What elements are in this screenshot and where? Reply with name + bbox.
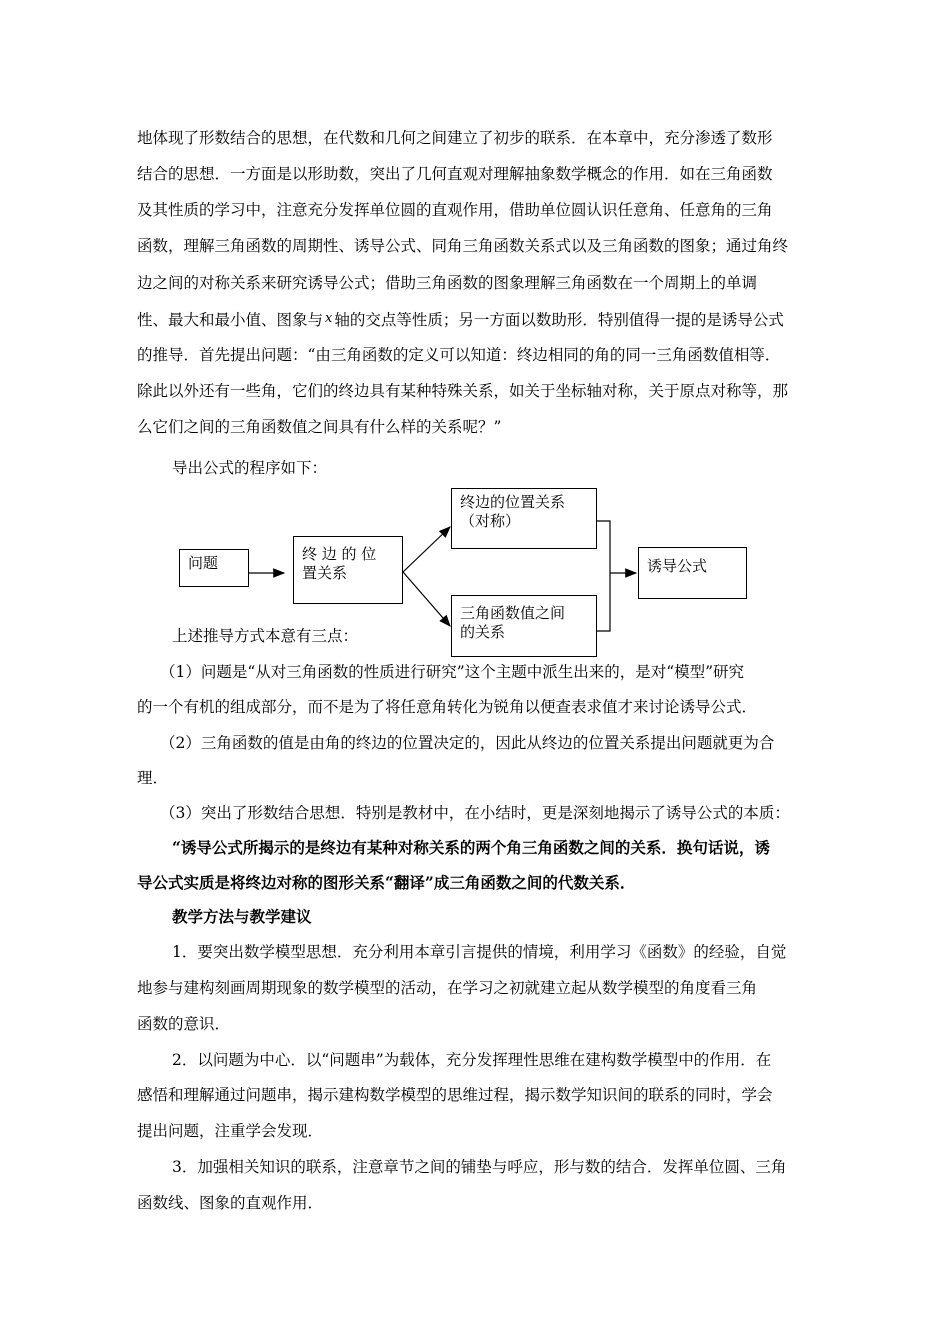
arrow-up <box>403 527 450 572</box>
box-position-relation-l2: 置关系 <box>302 564 348 582</box>
point2-line-2: 理． <box>137 769 169 787</box>
s2-line-2: 感悟和理解通过问题串，揭示建构数学模型的思维过程，揭示数学知识间的联系的同时，学会 <box>137 1086 773 1104</box>
x-symbol: x <box>325 311 333 326</box>
quote-line-1: “诱导公式所揭示的是终边有某种对称关系的两个角三角函数之间的关系．换句话说，诱 <box>172 838 770 857</box>
s3-line-1: 3．加强相关知识的联系，注意章节之间的铺垫与呼应，形与数的结合．发挥单位圆、三角 <box>172 1158 787 1176</box>
box-position-relation <box>293 536 403 604</box>
box-terminal-relation <box>451 488 597 549</box>
s1-line-3: 函数的意识． <box>137 1015 231 1033</box>
point3-line: （3）突出了形数结合思想．特别是教材中，在小结时，更是深刻地揭示了诱导公式的本质： <box>160 804 790 822</box>
s1-line-2: 地参与建构刻画周期现象的数学模型的活动，在学习之初就建立起从数学模型的角度看三角 <box>137 979 758 997</box>
box-terminal-relation-l2: （对称） <box>460 512 521 530</box>
para1-line-8: 除此以外还有一些角，它们的终边具有某种特殊关系，如关于坐标轴对称，关于原点对称等，那 <box>137 382 789 400</box>
s1-line-1: 1．要突出数学模型思想．充分利用本章引言提供的情境，利用学习《函数》的经验，自觉 <box>172 943 787 961</box>
box-induced-formula <box>638 547 747 599</box>
s2-line-1: 2．以问题为中心．以“问题串”为载体，充分发挥理性思维在建构数学模型中的作用．在 <box>172 1051 772 1069</box>
box-problem <box>179 549 249 587</box>
section-heading: 教学方法与教学建议 <box>172 907 312 926</box>
para1-line-2: 结合的思想．一方面是以形助数，突出了几何直观对理解抽象数学概念的作用．如在三角函数 <box>137 165 773 183</box>
box-function-relation-l1: 三角函数值之间 <box>460 604 566 622</box>
box-problem-label: 问题 <box>188 554 219 572</box>
arrow-down <box>403 572 450 626</box>
para1-line-9: 么它们之间的三角函数值之间具有什么样的关系呢？” <box>137 418 502 436</box>
box-function-relation <box>451 595 597 657</box>
summary-line: 上述推导方式本意有三点： <box>172 627 359 645</box>
para1-line-6a: 性、最大和最小值、图象与 <box>137 311 324 329</box>
para1-line-1: 地体现了形数结合的思想，在代数和几何之间建立了初步的联系．在本章中，充分渗透了数形 <box>137 129 773 147</box>
para1-line-7: 的推导．首先提出问题：“由三角函数的定义可以知道：终边相同的角的同一三角函数值相等． <box>137 346 781 364</box>
point2-line-1: （2）三角函数的值是由角的终边的位置决定的，因此从终边的位置关系提出问题就更为合 <box>160 734 775 752</box>
diagram-intro: 导出公式的程序如下： <box>172 459 328 477</box>
point1-line-1: （1）问题是“从对三角函数的性质进行研究”这个主题中派生出来的，是对“模型”研究 <box>160 663 745 681</box>
para1-line-4: 函数，理解三角函数的周期性、诱导公式、同角三角函数关系式以及三角函数的图象；通过角终 <box>137 237 789 255</box>
point1-line-2: 的一个有机的组成部分，而不是为了将任意角转化为锐角以便查表求值才来讨论诱导公式． <box>137 698 758 716</box>
quote-line-2: 导公式实质是将终边对称的图形关系“翻译”成三角函数之间的代数关系． <box>137 873 636 892</box>
s2-line-3: 提出问题，注重学会发现． <box>137 1122 324 1140</box>
para1-line-3: 及其性质的学习中，注意充分发挥单位圆的直观作用，借助单位圆认识任意角、任意角的三角 <box>137 201 773 219</box>
s3-line-2: 函数线、图象的直观作用． <box>137 1194 324 1212</box>
para1-line-6b: 轴的交点等性质；另一方面以数助形．特别值得一提的是诱导公式 <box>334 311 784 329</box>
merge-bracket <box>597 521 610 631</box>
box-position-relation-l1: 终 边 的 位 <box>302 545 377 563</box>
box-terminal-relation-l1: 终边的位置关系 <box>460 493 566 511</box>
box-function-relation-l2: 的关系 <box>460 623 506 641</box>
para1-line-5: 边之间的对称关系来研究诱导公式；借助三角函数的图象理解三角函数在一个周期上的单调 <box>137 274 758 292</box>
box-induced-formula-label: 诱导公式 <box>647 557 708 575</box>
